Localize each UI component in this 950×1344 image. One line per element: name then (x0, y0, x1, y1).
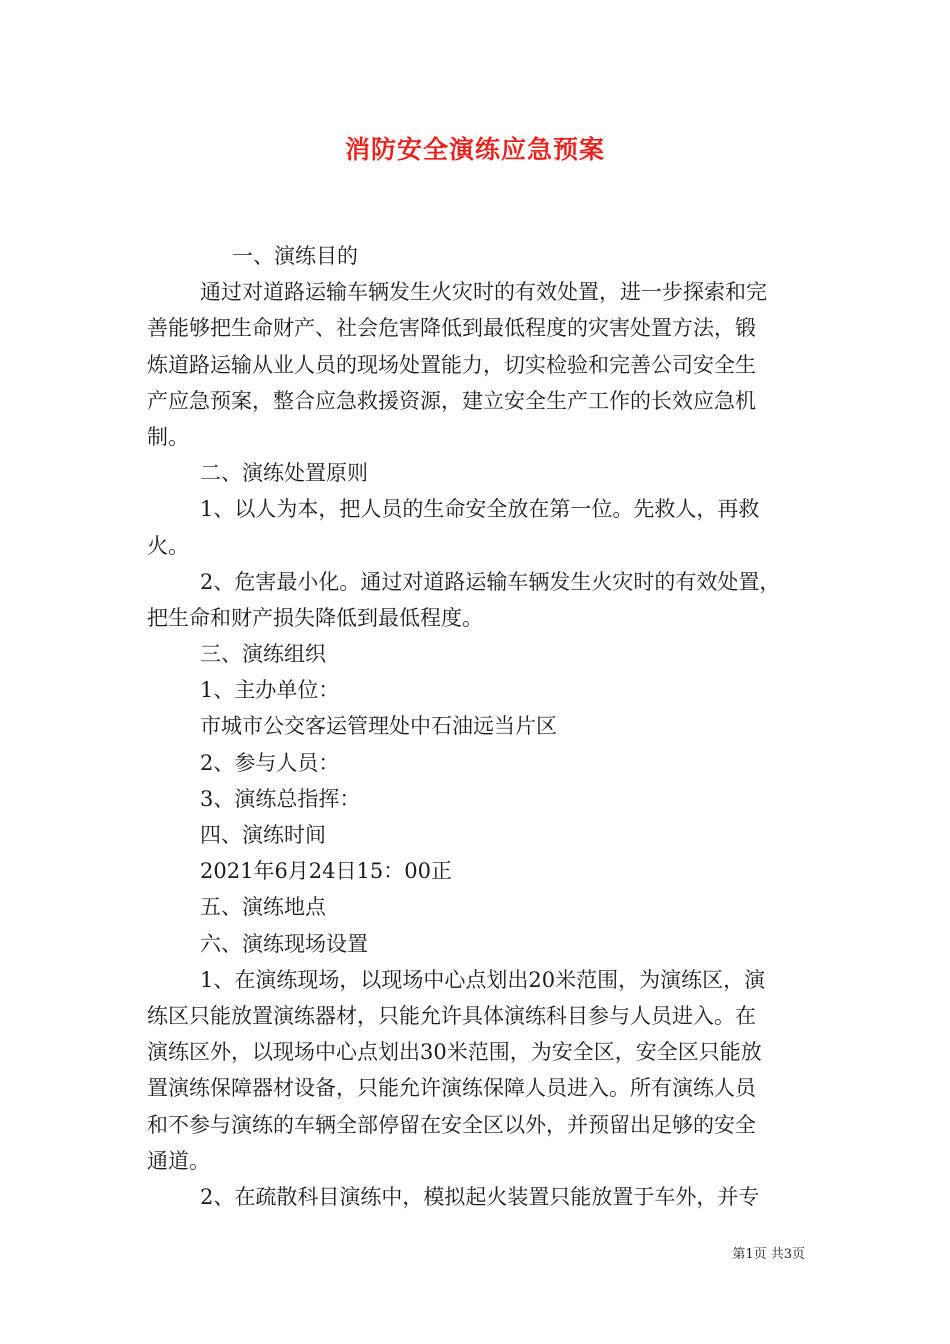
text-line: 制。 (147, 424, 189, 449)
text-line: 2021年6月24日15：00正 (200, 859, 452, 884)
text-line: 2、危害最小化。通过对道路运输车辆发生火灾时的有效处置， (200, 569, 781, 594)
text-line: 火。 (147, 533, 189, 558)
text-line: 2、在疏散科目演练中，模拟起火装置只能放置于车外，并专 (200, 1184, 760, 1209)
text-line: 四、演练时间 (200, 823, 326, 847)
text-line: 练区只能放置演练器材，只能允许具体演练科目参与人员进入。在 (147, 1003, 756, 1028)
text-line: 演练区外，以现场中心点划出30米范围，为安全区，安全区只能放 (147, 1040, 762, 1065)
document-body (147, 238, 807, 1215)
text-line: 通道。 (147, 1148, 210, 1173)
text-line: 五、演练地点 (200, 895, 326, 920)
text-line: 炼道路运输从业人员的现场处置能力，切实检验和完善公司安全生 (147, 352, 756, 377)
text-line: 和不参与演练的车辆全部停留在安全区以外，并预留出足够的安全 (147, 1112, 756, 1137)
text-line: 把生命和财产损失降低到最低程度。 (147, 605, 483, 630)
text-line: 产应急预案，整合应急救援资源，建立安全生产工作的长效应急机 (147, 388, 756, 413)
text-line: 置演练保障器材设备，只能允许演练保障人员进入。所有演练人员 (147, 1076, 756, 1101)
text-line: 三、演练组织 (200, 642, 326, 667)
text-line: 善能够把生命财产、社会危害降低到最低程度的灾害处置方法，锻 (147, 316, 756, 341)
text-line: 2、参与人员： (200, 750, 340, 775)
page-number-footer: 第1页 共3页 (732, 1247, 805, 1262)
text-line: 3、演练总指挥： (200, 786, 361, 811)
text-line: 通过对道路运输车辆发生火灾时的有效处置，进一步探索和完 (200, 280, 767, 305)
text-line: 六、演练现场设置 (200, 931, 368, 956)
text-line: 一、演练目的 (232, 244, 358, 268)
text-line: 市城市公交客运管理处中石油远当片区 (200, 714, 557, 739)
document-title: 消防安全演练应急预案 (344, 135, 605, 164)
text-line: 1、在演练现场，以现场中心点划出20米范围，为演练区，演 (200, 967, 766, 992)
text-line: 1、主办单位： (200, 678, 340, 703)
text-line: 1、以人为本，把人员的生命安全放在第一位。先救人，再救 (200, 497, 760, 522)
text-line: 二、演练处置原则 (200, 461, 368, 486)
